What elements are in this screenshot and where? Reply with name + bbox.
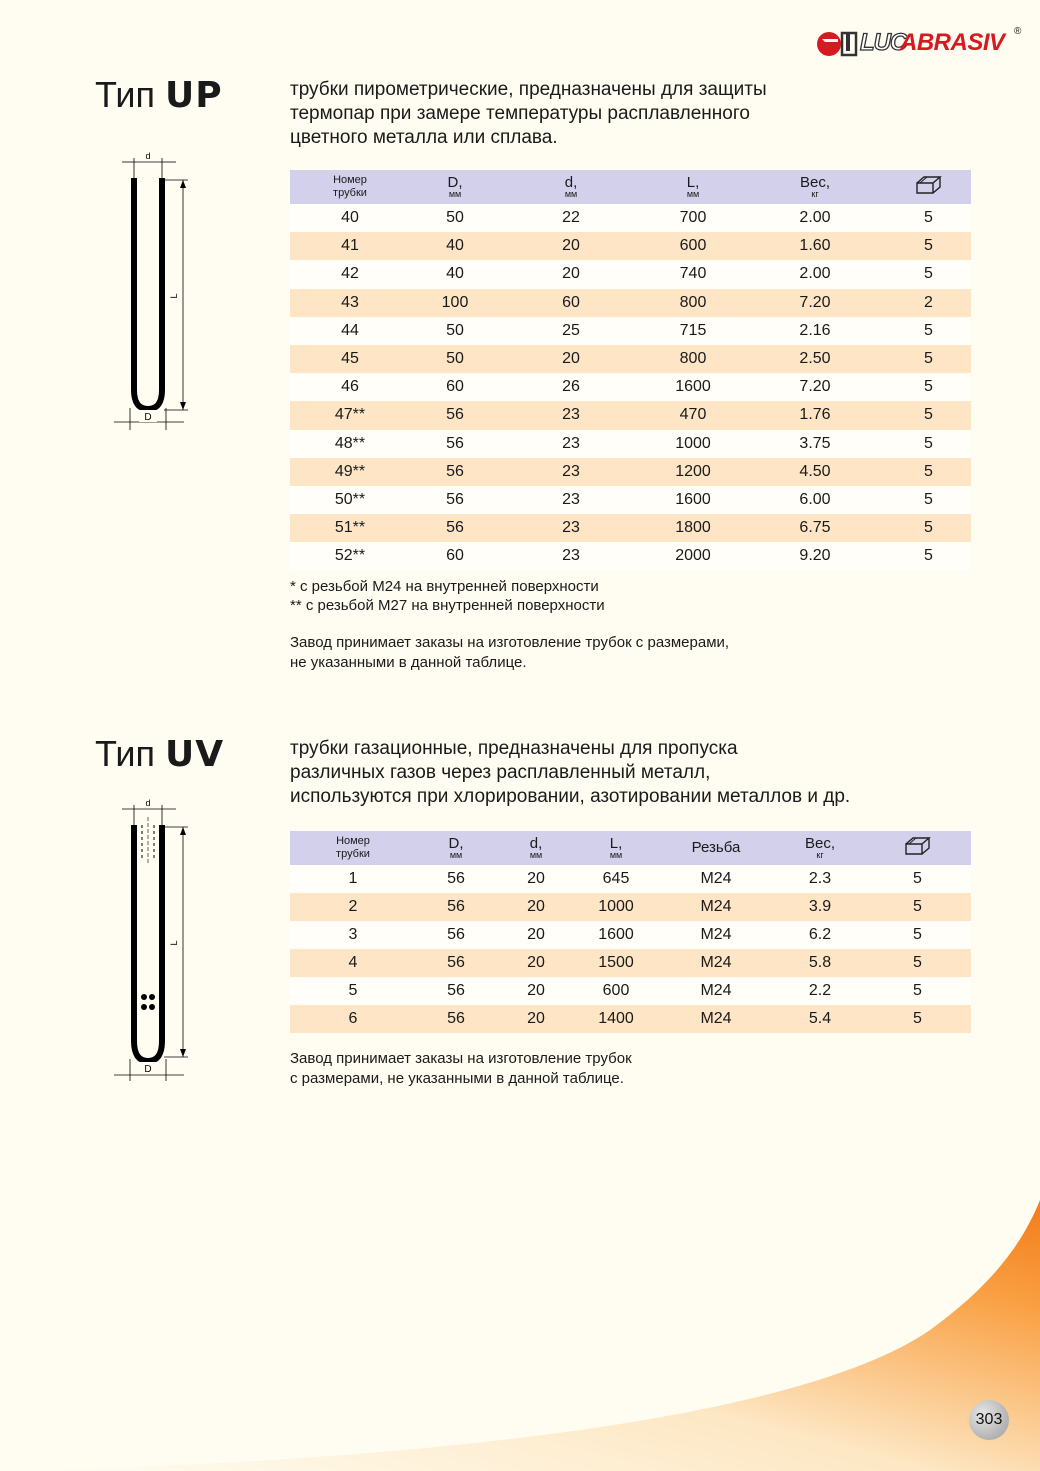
footnote-double-star: ** с резьбой М27 на внутренней поверхности: [290, 597, 605, 614]
dim-label-D: D: [144, 412, 152, 423]
cell-inner-diameter: 20: [500, 232, 642, 260]
cell-package-qty: 5: [886, 232, 971, 260]
note-line: Завод принимает заказы на изготовление трубок с размерами,: [290, 634, 730, 651]
cell-thread: М24: [656, 1005, 776, 1033]
table-row: [290, 865, 971, 893]
header-package: [886, 170, 971, 204]
description-line: цветного металла или сплава.: [290, 127, 558, 148]
cell-package-qty: 5: [864, 893, 971, 921]
registered-mark: ®: [1014, 26, 1022, 37]
cell-outer-diameter: 50: [410, 204, 500, 232]
cell-inner-diameter: 23: [500, 542, 642, 570]
uv-tube-diagram: [108, 795, 192, 1085]
cell-inner-diameter: 20: [500, 260, 642, 288]
cell-tube-number: 52**: [290, 542, 410, 570]
cell-outer-diameter: 40: [410, 260, 500, 288]
cell-inner-diameter: 23: [500, 486, 642, 514]
cell-tube-number: 45: [290, 345, 410, 373]
cell-package-qty: 5: [886, 401, 971, 429]
table-row: [290, 289, 971, 317]
cell-tube-number: 5: [290, 977, 416, 1005]
note-line: с размерами, не указанными в данной таблице.: [290, 1070, 624, 1087]
cell-package-qty: 5: [864, 921, 971, 949]
type-uv-code: UV: [165, 734, 225, 775]
cell-inner-diameter: 20: [496, 865, 576, 893]
cell-inner-diameter: 23: [500, 401, 642, 429]
table-header-row: [290, 170, 971, 204]
cell-weight: 3.9: [776, 893, 864, 921]
cell-inner-diameter: 60: [500, 289, 642, 317]
cell-weight: 2.16: [744, 317, 886, 345]
description-line: трубки пирометрические, предназначены для защиты: [290, 79, 767, 100]
cell-outer-diameter: 56: [416, 977, 496, 1005]
cell-inner-diameter: 25: [500, 317, 642, 345]
table-row: [290, 260, 971, 288]
cell-outer-diameter: 100: [410, 289, 500, 317]
cell-length: 1000: [642, 430, 744, 458]
type-uv-title: [95, 733, 224, 775]
cell-thread: М24: [656, 865, 776, 893]
cell-length: 1400: [576, 1005, 656, 1033]
cell-weight: 9.20: [744, 542, 886, 570]
cell-package-qty: 5: [886, 204, 971, 232]
cell-outer-diameter: 56: [410, 430, 500, 458]
table-row: [290, 345, 971, 373]
uv-order-note: [290, 1049, 632, 1089]
table-row: [290, 949, 971, 977]
cell-weight: 3.75: [744, 430, 886, 458]
cell-package-qty: 5: [886, 260, 971, 288]
cell-package-qty: 5: [886, 486, 971, 514]
up-footnotes: [290, 577, 605, 615]
cell-length: 470: [642, 401, 744, 429]
cell-weight: 6.75: [744, 514, 886, 542]
cell-tube-number: 2: [290, 893, 416, 921]
cell-weight: 4.50: [744, 458, 886, 486]
brand-logo: [816, 26, 1026, 62]
cell-weight: 7.20: [744, 289, 886, 317]
cell-weight: 2.50: [744, 345, 886, 373]
table-row: [290, 373, 971, 401]
table-row: [290, 458, 971, 486]
table-row: [290, 317, 971, 345]
cell-weight: 5.8: [776, 949, 864, 977]
cell-weight: 2.2: [776, 977, 864, 1005]
cell-tube-number: 50**: [290, 486, 410, 514]
cell-package-qty: 2: [886, 289, 971, 317]
header-length: L, мм: [642, 170, 744, 204]
cell-inner-diameter: 20: [496, 893, 576, 921]
header-package: [864, 831, 971, 865]
cell-package-qty: 5: [886, 317, 971, 345]
cell-thread: М24: [656, 921, 776, 949]
cell-length: 700: [642, 204, 744, 232]
cell-package-qty: 5: [864, 949, 971, 977]
cell-inner-diameter: 23: [500, 514, 642, 542]
table-row: [290, 893, 971, 921]
header-weight: Вес, кг: [744, 170, 886, 204]
cell-outer-diameter: 50: [410, 345, 500, 373]
cell-tube-number: 47**: [290, 401, 410, 429]
type-up-prefix: Тип: [95, 74, 156, 115]
note-line: не указанными в данной таблице.: [290, 654, 527, 671]
cell-tube-number: 1: [290, 865, 416, 893]
cell-inner-diameter: 20: [496, 977, 576, 1005]
cell-tube-number: 48**: [290, 430, 410, 458]
cell-tube-number: 49**: [290, 458, 410, 486]
description-line: трубки газационные, предназначены для пропуска: [290, 738, 738, 759]
cell-package-qty: 5: [864, 865, 971, 893]
cell-length: 1200: [642, 458, 744, 486]
cell-outer-diameter: 56: [416, 1005, 496, 1033]
cell-tube-number: 46: [290, 373, 410, 401]
cell-thread: М24: [656, 977, 776, 1005]
cell-length: 600: [642, 232, 744, 260]
dim-label-L: L: [169, 940, 179, 946]
cell-weight: 6.00: [744, 486, 886, 514]
cell-weight: 2.3: [776, 865, 864, 893]
table-row: [290, 401, 971, 429]
type-up-code: UP: [165, 75, 223, 116]
description-line: термопар при замере температуры расплавленного: [290, 103, 750, 124]
cell-outer-diameter: 60: [410, 542, 500, 570]
cell-outer-diameter: 56: [416, 921, 496, 949]
cell-weight: 7.20: [744, 373, 886, 401]
cell-inner-diameter: 20: [496, 949, 576, 977]
cell-length: 645: [576, 865, 656, 893]
cell-package-qty: 5: [864, 977, 971, 1005]
table-row: [290, 232, 971, 260]
cell-package-qty: 5: [886, 345, 971, 373]
header-inner-diameter: d, мм: [496, 831, 576, 865]
cell-tube-number: 51**: [290, 514, 410, 542]
cell-tube-number: 4: [290, 949, 416, 977]
cell-length: 1600: [642, 486, 744, 514]
table-row: [290, 430, 971, 458]
table-row: [290, 514, 971, 542]
table-row: [290, 921, 971, 949]
cell-outer-diameter: 56: [416, 893, 496, 921]
header-tube-number: Номер трубки: [290, 170, 410, 204]
cell-outer-diameter: 56: [410, 401, 500, 429]
cell-tube-number: 44: [290, 317, 410, 345]
cell-tube-number: 6: [290, 1005, 416, 1033]
cell-outer-diameter: 56: [410, 514, 500, 542]
header-weight: Вес, кг: [776, 831, 864, 865]
logo-text-luc: LUC: [860, 29, 907, 56]
cell-inner-diameter: 22: [500, 204, 642, 232]
cell-weight: 5.4: [776, 1005, 864, 1033]
table-row: [290, 542, 971, 570]
cell-tube-number: 43: [290, 289, 410, 317]
cell-tube-number: 42: [290, 260, 410, 288]
cell-length: 740: [642, 260, 744, 288]
dim-label-d: d: [145, 151, 151, 161]
uv-spec-table: [290, 831, 971, 1033]
cell-outer-diameter: 60: [410, 373, 500, 401]
cell-length: 1500: [576, 949, 656, 977]
cell-outer-diameter: 56: [416, 865, 496, 893]
cell-length: 2000: [642, 542, 744, 570]
logo-text-abrasiv: ABRASIV: [900, 29, 1005, 56]
cell-tube-number: 40: [290, 204, 410, 232]
cell-weight: 2.00: [744, 260, 886, 288]
table-header-row: [290, 831, 971, 865]
type-up-description: [290, 78, 990, 150]
cell-outer-diameter: 56: [416, 949, 496, 977]
table-row: [290, 977, 971, 1005]
cell-length: 1000: [576, 893, 656, 921]
footnote-single-star: * с резьбой М24 на внутренней поверхности: [290, 578, 599, 595]
cell-length: 1600: [576, 921, 656, 949]
table-row: [290, 204, 971, 232]
table-row: [290, 486, 971, 514]
header-tube-number: Номер трубки: [290, 831, 416, 865]
cell-length: 1800: [642, 514, 744, 542]
up-order-note: [290, 633, 729, 673]
note-line: Завод принимает заказы на изготовление трубок: [290, 1050, 632, 1067]
box-icon: [904, 836, 932, 856]
description-line: используются при хлорировании, азотировании металлов и др.: [290, 786, 851, 807]
cell-length: 600: [576, 977, 656, 1005]
cell-outer-diameter: 56: [410, 458, 500, 486]
header-thread: Резьба: [656, 831, 776, 865]
cell-inner-diameter: 20: [500, 345, 642, 373]
cell-length: 715: [642, 317, 744, 345]
table-row: [290, 1005, 971, 1033]
up-spec-table: [290, 170, 971, 570]
up-tube-diagram: [108, 148, 192, 438]
type-uv-prefix: Тип: [95, 733, 156, 774]
cell-thread: М24: [656, 893, 776, 921]
cell-package-qty: 5: [886, 458, 971, 486]
cell-weight: 1.60: [744, 232, 886, 260]
cell-outer-diameter: 40: [410, 232, 500, 260]
logo-emblem-icon: [816, 29, 858, 59]
box-icon: [915, 175, 943, 195]
cell-weight: 6.2: [776, 921, 864, 949]
cell-inner-diameter: 26: [500, 373, 642, 401]
dim-label-L: L: [169, 293, 179, 299]
cell-inner-diameter: 20: [496, 921, 576, 949]
header-inner-diameter: d, мм: [500, 170, 642, 204]
cell-package-qty: 5: [886, 542, 971, 570]
cell-inner-diameter: 23: [500, 458, 642, 486]
cell-inner-diameter: 23: [500, 430, 642, 458]
cell-package-qty: 5: [886, 514, 971, 542]
type-uv-description: [290, 737, 990, 809]
cell-length: 800: [642, 345, 744, 373]
cell-tube-number: 3: [290, 921, 416, 949]
dim-label-D: D: [144, 1064, 152, 1075]
cell-outer-diameter: 56: [410, 486, 500, 514]
cell-length: 800: [642, 289, 744, 317]
cell-tube-number: 41: [290, 232, 410, 260]
cell-weight: 1.76: [744, 401, 886, 429]
cell-package-qty: 5: [864, 1005, 971, 1033]
cell-package-qty: 5: [886, 430, 971, 458]
page-number: 303: [969, 1400, 1009, 1440]
cell-weight: 2.00: [744, 204, 886, 232]
dim-label-d: d: [145, 798, 151, 808]
type-up-title: [95, 74, 223, 116]
header-outer-diameter: D, мм: [410, 170, 500, 204]
cell-thread: М24: [656, 949, 776, 977]
cell-inner-diameter: 20: [496, 1005, 576, 1033]
cell-length: 1600: [642, 373, 744, 401]
cell-package-qty: 5: [886, 373, 971, 401]
description-line: различных газов через расплавленный металл,: [290, 762, 711, 783]
header-length: L, мм: [576, 831, 656, 865]
cell-outer-diameter: 50: [410, 317, 500, 345]
header-outer-diameter: D, мм: [416, 831, 496, 865]
